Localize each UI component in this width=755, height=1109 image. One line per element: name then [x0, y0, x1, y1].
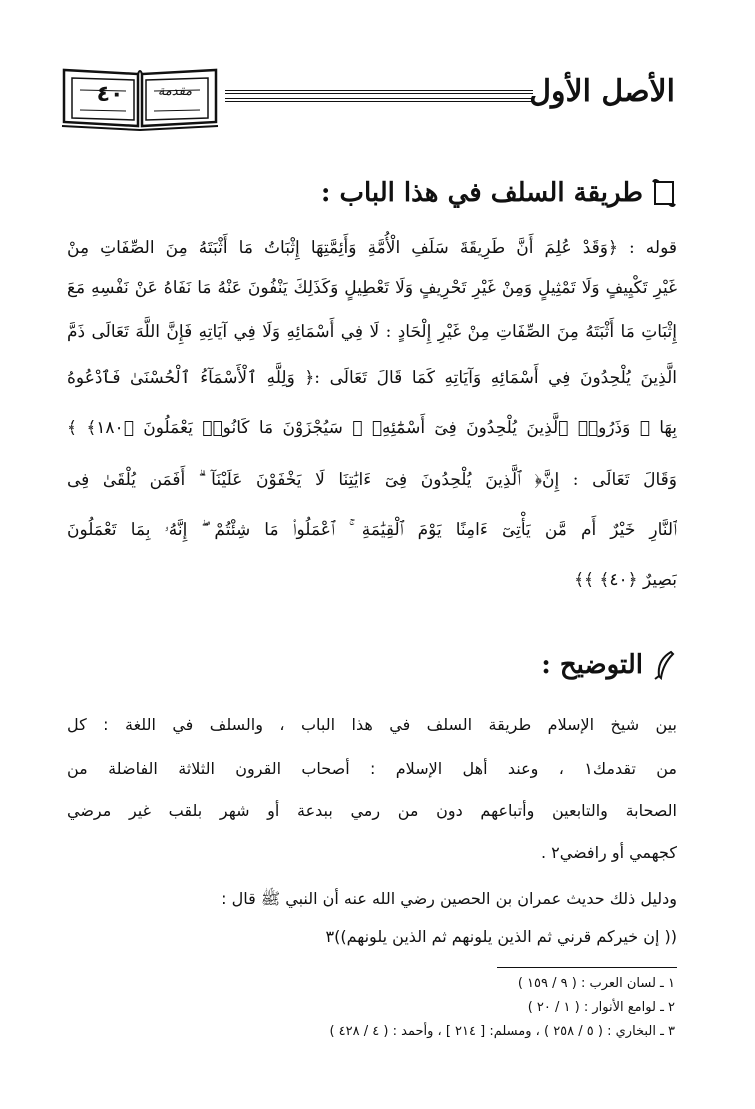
scroll-icon	[651, 178, 677, 208]
header-divider	[225, 90, 533, 102]
section-heading-explanation	[541, 650, 677, 680]
footnote-divider	[497, 967, 677, 968]
text-line: كجهمي أو رافضي٢ .	[540, 843, 677, 862]
text-line: الصحابة والتابعين وأتباعهم دون من رمي ببدعة أو شهر بلقب غير مرضي	[67, 801, 677, 820]
text-line: قوله : ﴿وَقَدْ عُلِمَ أَنَّ طَرِيقَةَ سَلَفِ الْأُمَّةِ وَأَئِمَّتِهَا إِثْبَاتُ مَا أَثْبَتَهُ مِنَ الصِّفَاتِ مِنْ	[67, 238, 677, 258]
text-line: من تقدمك١ ، وعند أهل الإسلام : أصحاب القرون الثلاثة الفاضلة من	[67, 759, 677, 778]
page-header	[60, 60, 675, 140]
text-line: (( إن خيركم قرني ثم الذين يلونهم ثم الذين يلونهم))٣	[325, 927, 677, 946]
footnote: ٢ ـ لوامع الأنوار : ( ١ / ٢٠ )	[527, 1000, 675, 1015]
section-heading-text: طريقة السلف في هذا الباب :	[320, 178, 643, 208]
text-line: ٱلنَّارِ خَيْرٌ أَم مَّن يَأْتِىٓ ءَامِنًا يَوْمَ ٱلْقِيَٰمَةِ ۚ ٱعْمَلُوا۟ مَا شِئْتُمْ ۖ إِنَّهُۥ بِمَا تَعْمَلُونَ	[67, 520, 677, 540]
text-line: وَقَالَ تَعَالَى : إِنَّ﴿ ٱلَّذِينَ يُلْحِدُونَ فِىٓ ءَايَٰتِنَا لَا يَخْفَوْنَ عَلَيْنَآ ۗ أَفَمَن يُلْقَىٰ فِى	[67, 470, 677, 490]
text-line: بَصِيرٌ ﴿٤٠﴾ ﴾﴾	[574, 570, 677, 590]
footnote: ١ ـ لسان العرب : ( ٩ / ١٥٩ )	[517, 976, 675, 991]
section-heading-method	[321, 178, 677, 208]
quill-icon	[651, 650, 677, 680]
open-book-badge	[60, 60, 220, 132]
text-line: غَيْرِ تَكْيِيفٍ وَلَا تَمْثِيلٍ وَمِنْ غَيْرِ تَحْرِيفٍ وَلَا تَعْطِيلٍ وَكَذَلِكَ يَنْفُونَ عَنْهُ مَا نَفَاهُ عَنْ نَفْسِهِ مَعَ	[67, 278, 677, 298]
text-line: بِهَا ۖ وَذَرُوا۟ ٱلَّذِينَ يُلْحِدُونَ فِىٓ أَسْمَٰٓئِهِۦ ۚ سَيُجْزَوْنَ مَا كَانُوا۟ يَعْمَلُونَ ﴿١٨٠﴾ ﴾	[67, 418, 677, 438]
chapter-title: الأصل الأول	[529, 74, 675, 109]
footnote: ٣ ـ البخاري : ( ٥ / ٢٥٨ ) ، ومسلم: [ ٢١٤ ] ، وأحمد : ( ٤ / ٤٢٨ )	[329, 1024, 675, 1039]
text-line: الَّذِينَ يُلْحِدُونَ فِي أَسْمَائِهِ وَآيَاتِهِ كَمَا قَالَ تَعَالَى :﴿ وَلِلَّهِ ٱلْأَسْمَآءُ ٱلْحُسْنَىٰ فَٱدْعُوهُ	[67, 368, 677, 388]
text-line: ودليل ذلك حديث عمران بن الحصين رضي الله عنه أن النبي ﷺ قال :	[221, 889, 677, 908]
text-line: بين شيخ الإسلام طريقة السلف في هذا الباب ، والسلف في اللغة : كل	[67, 715, 677, 734]
text-line: إِثْبَاتِ مَا أَثْبَتَهُ مِنَ الصِّفَاتِ مِنْ غَيْرِ إِلْحَادٍ : لَا فِي أَسْمَائِهِ وَلَا فِي آيَاتِهِ فَإِنَّ اللَّهَ تَعَالَى ذَمَّ	[67, 322, 677, 342]
book-label: مقدمة	[157, 84, 193, 99]
page-number: ٤٠	[96, 82, 124, 107]
section-heading-text: التوضيح :	[541, 650, 643, 680]
